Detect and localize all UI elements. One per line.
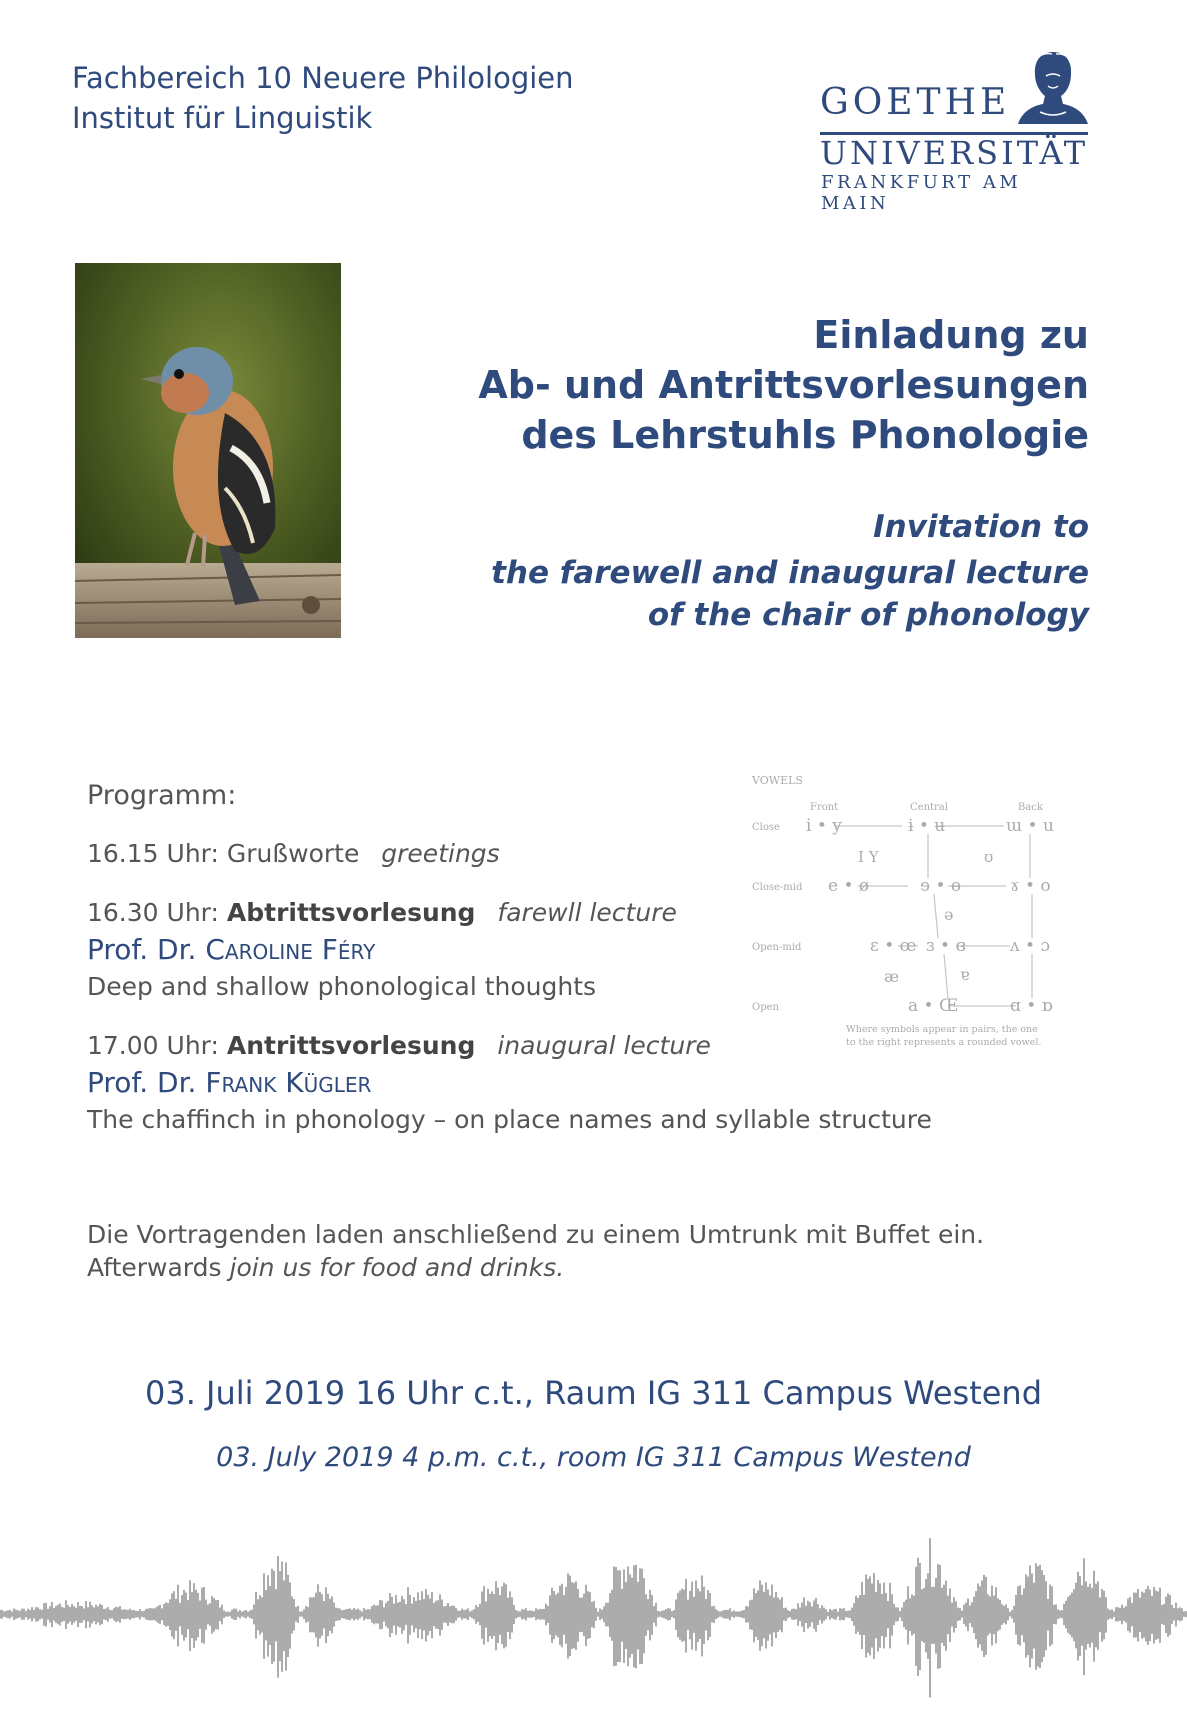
vowel-row-close: Close — [752, 822, 780, 833]
closing-note — [87, 1218, 984, 1284]
title-de-line-3: des Lehrstuhls Phonologie — [521, 413, 1089, 457]
vowel-open-front: a • Œ — [908, 996, 959, 1016]
vowel-close-central: ɨ • ʉ — [908, 816, 946, 836]
vowel-close-mid-front: e • ø — [828, 876, 870, 896]
university-logo — [818, 46, 1090, 214]
institute-name: Institut für Linguistik — [72, 101, 373, 135]
logo-frankfurt-text: FRANKFURT AM MAIN — [821, 172, 1022, 214]
program-time: 17.00 Uhr: — [87, 1031, 219, 1060]
vowel-open-back: ɑ • ɒ — [1010, 996, 1053, 1016]
program-label: Abtrittsvorlesung — [226, 898, 476, 927]
department-name: Fachbereich 10 Neuere Philologien — [72, 61, 574, 95]
title-en-line-3: of the chair of phonology — [647, 597, 1089, 633]
program-label: Grußworte — [226, 839, 360, 868]
vowel-row-open-mid: Open-mid — [752, 942, 802, 953]
title-en-line-2: the farewell and inaugural lecture — [491, 555, 1089, 591]
vowel-open-mid-front: ɛ • œ — [870, 936, 917, 956]
speaker-title: Prof. Dr. — [87, 933, 197, 966]
speaker-name: Caroline Féry — [205, 933, 376, 966]
vowel-col-back: Back — [1018, 802, 1043, 813]
vowel-open-mid-central: ɜ • ɞ — [926, 936, 966, 956]
closing-en — [87, 1251, 984, 1284]
logo-universitaet-text: UNIVERSITÄT — [820, 134, 1089, 172]
vowel-col-central: Central — [910, 802, 948, 813]
vowel-footnote-1: Where symbols appear in pairs, the one — [846, 1024, 1038, 1035]
title-de-line-1: Einladung zu — [813, 313, 1089, 357]
vowel-close-front: i • y — [806, 816, 842, 836]
vowel-open-mid-back: ʌ • ɔ — [1010, 936, 1050, 956]
talk-title: Deep and shallow phonological thoughts — [87, 972, 597, 1001]
vowel-chart-heading: VOWELS — [752, 774, 803, 787]
program-time: 16.15 Uhr: — [87, 839, 219, 868]
vowel-row-open: Open — [752, 1002, 779, 1013]
speaker-title: Prof. Dr. — [87, 1066, 197, 1099]
program-label-en: farewll lecture — [497, 898, 677, 927]
program-time: 16.30 Uhr: — [87, 898, 219, 927]
title-block — [478, 310, 1089, 636]
vowel-col-front: Front — [810, 802, 839, 813]
title-en-line-1: Invitation to — [873, 509, 1089, 545]
logo-goethe-text: GOETHE — [820, 82, 1011, 123]
program-section — [87, 780, 947, 1164]
vowel-near-open-front: æ — [884, 967, 900, 986]
speaker-name: Frank Kügler — [205, 1066, 372, 1099]
program-item-greetings — [87, 839, 947, 868]
closing-de: Die Vortragenden laden anschließend zu einem Umtrunk mit Buffet ein. — [87, 1220, 985, 1249]
program-label: Antrittsvorlesung — [226, 1031, 476, 1060]
vowel-close-mid-back: ɤ • o — [1010, 876, 1051, 896]
department-header — [72, 58, 574, 138]
program-item-inaugural — [87, 1031, 947, 1134]
vowel-close-mid-central: ɘ • ɵ — [920, 876, 962, 896]
program-label-en: inaugural lecture — [497, 1031, 711, 1060]
vowel-close-back: ɯ • u — [1006, 816, 1054, 836]
closing-en-prefix: Afterwards — [87, 1253, 222, 1282]
title-de-line-2: Ab- und Antrittsvorlesungen — [478, 363, 1089, 407]
vowel-mid-central: ə — [944, 905, 954, 924]
speaker-kuegler — [87, 1066, 947, 1099]
speech-waveform — [0, 1540, 1187, 1712]
talk-title: The chaffinch in phonology – on place names and syllable structure — [87, 1105, 932, 1134]
program-heading: Programm: — [87, 780, 237, 811]
program-item-farewell — [87, 898, 947, 1001]
vowel-near-open-central: ɐ — [960, 965, 970, 984]
closing-en-italic: join us for food and drinks. — [229, 1253, 565, 1282]
speaker-fery — [87, 933, 947, 966]
event-info-de: 03. Juli 2019 16 Uhr c.t., Raum IG 311 Campus Westend — [144, 1374, 1043, 1412]
program-label-en: greetings — [381, 839, 500, 868]
event-info-en: 03. July 2019 4 p.m. c.t., room IG 311 Campus Westend — [216, 1442, 971, 1473]
vowel-footnote-2: to the right represents a rounded vowel. — [846, 1037, 1042, 1048]
chaffinch-photo — [75, 263, 341, 638]
goethe-bust-icon — [1012, 46, 1094, 128]
vowel-near-close-front: I Y — [858, 848, 879, 866]
vowel-row-close-mid: Close-mid — [752, 882, 803, 893]
vowel-near-close-back: ʊ — [984, 848, 994, 866]
